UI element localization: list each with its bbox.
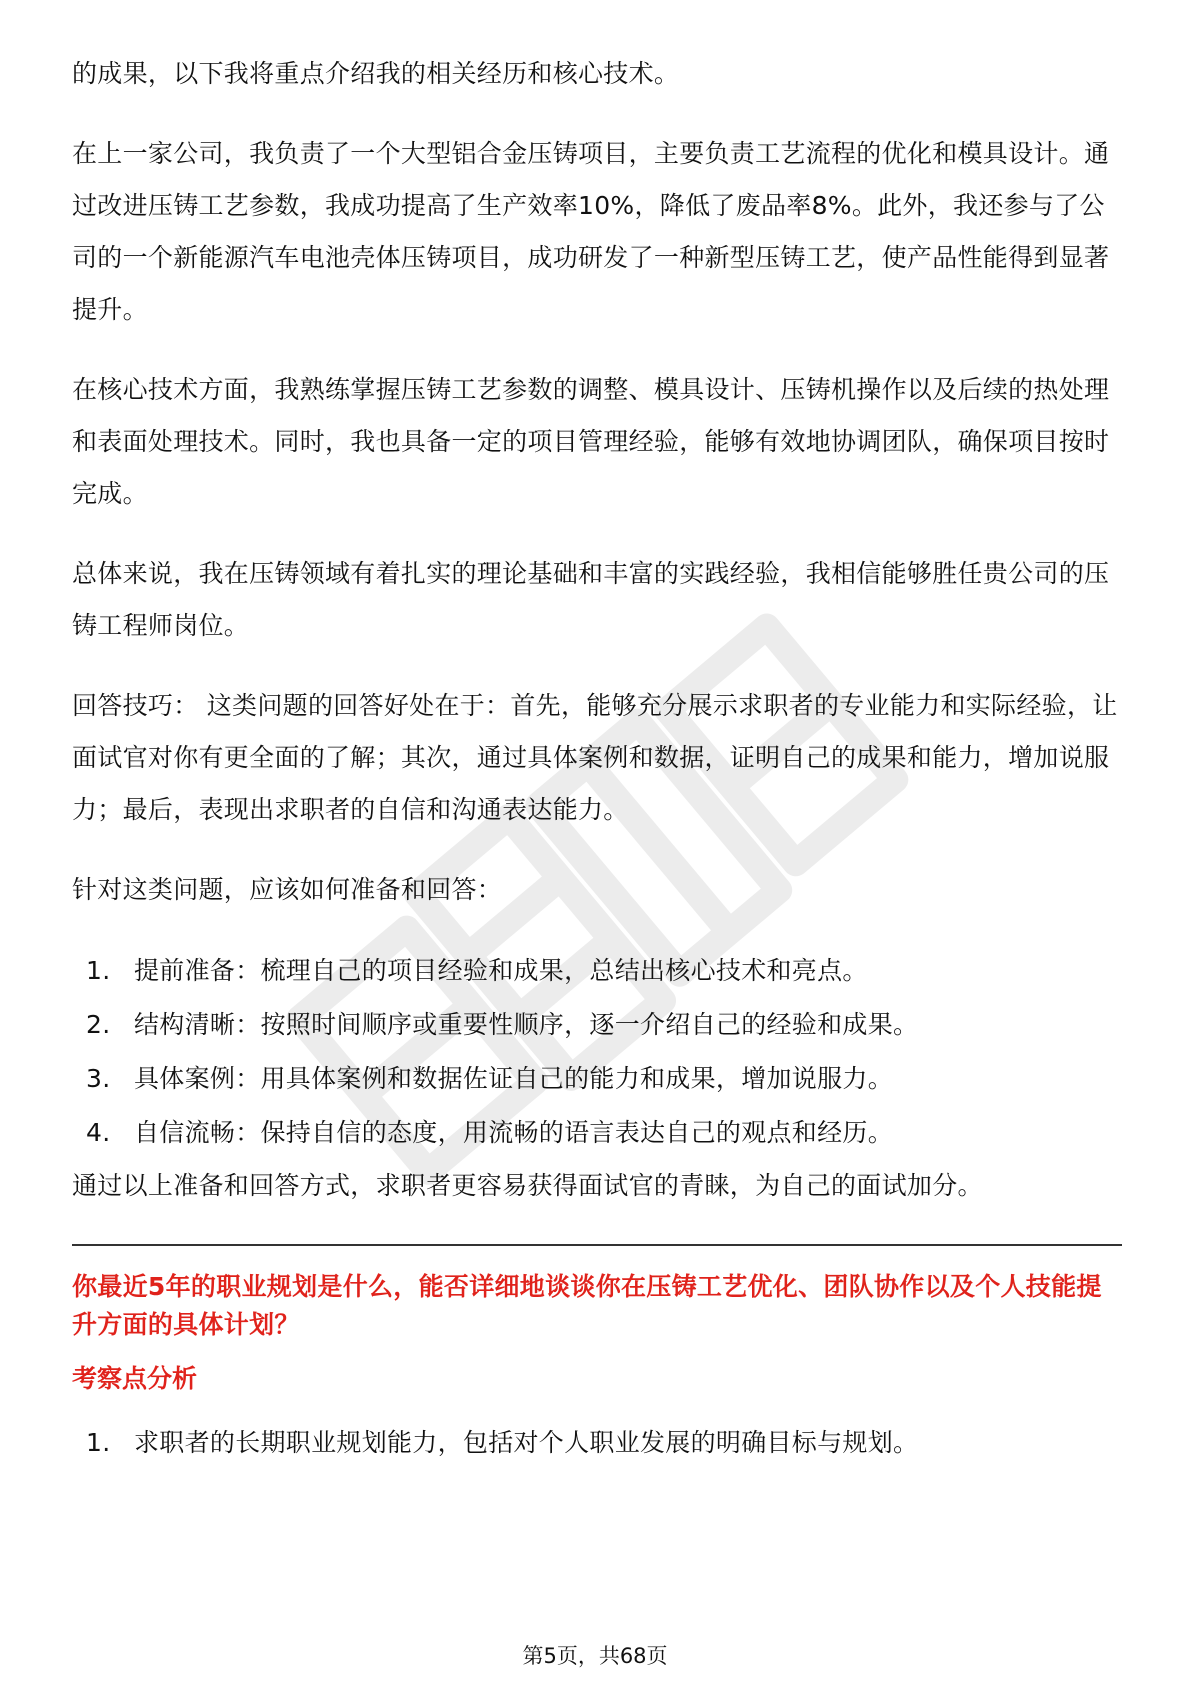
list-number: 2.: [86, 1010, 111, 1039]
list-item: [72, 1052, 1122, 1106]
page-footer: 第5页，共68页: [522, 1644, 668, 1668]
list-item: [72, 1416, 1122, 1470]
paragraph-experience: 在上一家公司，我负责了一个大型铝合金压铸项目，主要负责工艺流程的优化和模具设计。通过改进压铸工艺参数，我成功提高了生产效率10%，降低了废品率8%。此外，我还参与了公司的一个新能源汽车电池壳体压铸项目，成功研发了一种新型压铸工艺，使产品性能得到显著提升。: [72, 139, 1110, 324]
list-number: 3.: [86, 1064, 111, 1093]
list-item: [72, 944, 1122, 998]
list-number: 1.: [86, 1428, 111, 1457]
paragraph-conclusion: 通过以上准备和回答方式，求职者更容易获得面试官的青睐，为自己的面试加分。: [72, 1171, 983, 1200]
paragraph-core-skills: 在核心技术方面，我熟练掌握压铸工艺参数的调整、模具设计、压铸机操作以及后续的热处理和表面处理技术。同时，我也具备一定的项目管理经验，能够有效地协调团队，确保项目按时完成。: [72, 375, 1110, 508]
interview-question: 你最近5年的职业规划是什么，能否详细地谈谈你在压铸工艺优化、团队协作以及个人技能提升方面的具体计划？: [72, 1272, 1102, 1339]
list-text: 求职者的长期职业规划能力，包括对个人职业发展的明确目标与规划。: [134, 1428, 919, 1457]
list-item: [72, 1106, 1122, 1160]
list-text: 具体案例：用具体案例和数据佐证自己的能力和成果，增加说服力。: [134, 1064, 894, 1093]
paragraph-summary: 总体来说，我在压铸领域有着扎实的理论基础和丰富的实践经验，我相信能够胜任贵公司的压铸工程师岗位。: [72, 559, 1110, 640]
list-text: 自信流畅：保持自信的态度，用流畅的语言表达自己的观点和经历。: [134, 1118, 894, 1147]
section-divider: [72, 1244, 1122, 1246]
tips-list: [72, 944, 1122, 1160]
paragraph-continuation: 的成果，以下我将重点介绍我的相关经历和核心技术。: [72, 59, 680, 88]
list-number: 4.: [86, 1118, 111, 1147]
paragraph-answer-tips: 回答技巧： 这类问题的回答好处在于：首先，能够充分展示求职者的专业能力和实际经验，让面试官对你有更全面的了解；其次，通过具体案例和数据，证明自己的成果和能力，增加说服力；最后，表现出求职者的自信和沟通表达能力。: [72, 691, 1118, 824]
analysis-heading: 考察点分析: [72, 1364, 198, 1393]
list-text: 结构清晰：按照时间顺序或重要性顺序，逐一介绍自己的经验和成果。: [134, 1010, 919, 1039]
list-text: 提前准备：梳理自己的项目经验和成果，总结出核心技术和亮点。: [134, 956, 868, 985]
list-item: [72, 998, 1122, 1052]
page-content: [72, 48, 1122, 1470]
paragraph-how-to-prepare: 针对这类问题，应该如何准备和回答：: [72, 875, 503, 904]
list-number: 1.: [86, 956, 111, 985]
analysis-list: [72, 1416, 1122, 1470]
